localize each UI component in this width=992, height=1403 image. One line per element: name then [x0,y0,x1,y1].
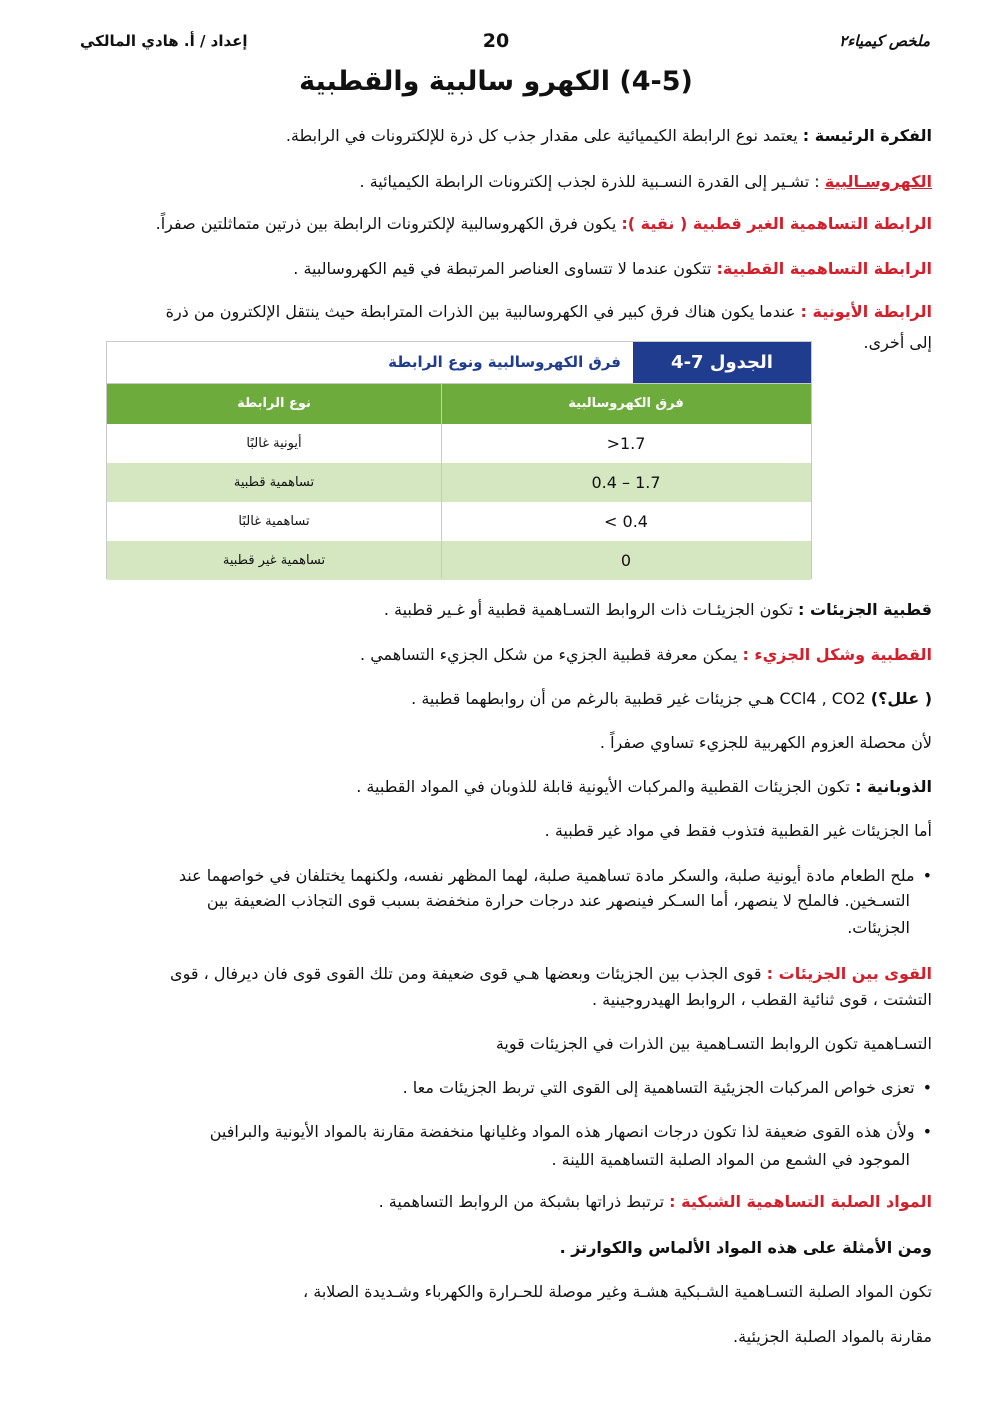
ionic-continuation: إلى أخرى. [863,333,932,352]
weak-forces-line-1: ولأن هذه القوى ضعيفة لذا تكون درجات انصهار هذه المواد وغليانها منخفضة مقارنة بالمواد الأيونية والبرافين [209,1122,915,1141]
table-header-row [107,384,811,424]
properties-bullet [46,1076,932,1100]
polar-covalent-term: الرابطة التساهمية القطبية: [716,259,932,278]
page-number: 20 [482,30,510,52]
table-column-divider [441,384,442,578]
main-idea-term: الفكرة الرئيسة : [802,126,932,145]
electronegativity-text: : تشـير إلى القدرة النسـبية للذرة لجذب إلكترونات الرابطة الكيميائية . [359,172,825,191]
network-solid-text: ترتبط ذراتها بشبكة من الروابط التساهمية . [378,1192,670,1211]
table-cell-diff: 0.4 – 1.7 [591,473,661,492]
polarity-shape-text: يمكن معرفة قطبية الجزيء من شكل الجزيء التساهمي . [360,645,743,664]
intermolecular-text: قوى الجذب بين الجزيئات وبعضها هـي قوى ضعيفة ومن تلك القوى قوى فان ديرفال ، قوى [170,964,767,983]
network-props-paragraph: تكون المواد الصلبة التسـاهمية الشـبكية هشـة وغير موصلة للحـرارة والكهرباء وشـديدة الصلابة ، [303,1282,932,1301]
molecular-polarity-paragraph [46,598,932,622]
weak-forces-bullet [46,1120,932,1144]
page-title: (4-5) الكهرو سالبية والقطبية [299,66,693,97]
nonpolar-dissolve-paragraph: أما الجزيئات غير القطبية فتذوب فقط في مواد غير قطبية . [544,821,932,840]
ionic-text: عندما يكون هناك فرق كبير في الكهروسالبية بين الذرات المترابطة حيث ينتقل الإلكترون من ذرة [165,302,801,321]
table-caption: فرق الكهروسالبية ونوع الرابطة [388,353,621,371]
solubility-term: الذوبانية : [855,777,932,796]
electronegativity-table [106,341,812,579]
table-cell-diff: >1.7 [606,434,646,453]
polarity-shape-paragraph [46,643,932,667]
solubility-paragraph [46,775,932,799]
table-row [107,502,811,541]
molecular-polarity-term: قطبية الجزيئات : [798,600,932,619]
nonpolar-covalent-term: الرابطة التساهمية الغير قطبية ( نقية ): [621,214,932,233]
covalent-strong-paragraph: التسـاهمية تكون الروابط التسـاهمية بين الذرات في الجزيئات قوية [495,1034,932,1053]
main-idea-paragraph [46,124,932,148]
table-cell-type: تساهمية قطبية [233,475,315,490]
intermolecular-term: القوى بين الجزيئات : [766,964,932,983]
table-header-type: نوع الرابطة [237,396,311,411]
table-cell-diff: < 0.4 [604,512,648,531]
network-solid-paragraph [46,1190,932,1214]
why-term: ( علل؟) [870,689,932,708]
electronegativity-term: الكهروسـالبية [824,172,932,191]
table-cell-diff: 0 [620,551,632,570]
why-question [46,687,932,711]
because-answer: لأن محصلة العزوم الكهربية للجزيء تساوي صفراً . [599,733,932,752]
solubility-text: تكون الجزيئات القطبية والمركبات الأيونية قابلة للذوبان في المواد القطبية . [356,777,856,796]
table-row [107,424,811,463]
comparison-paragraph: مقارنة بالمواد الصلبة الجزيئية. [733,1327,932,1346]
molecular-polarity-text: تكون الجزيئـات ذات الروابط التسـاهمية قطبية أو غـير قطبية . [383,600,799,619]
main-idea-text: يعتمد نوع الرابطة الكيميائية على مقدار جذب كل ذرة للإلكترونات في الرابطة. [285,126,803,145]
table-cell-type: تساهمية غير قطبية [222,553,326,568]
intermolecular-continuation: التشتت ، قوى ثنائية القطب ، الروابط الهيدروجينية . [591,990,932,1009]
intermolecular-paragraph [46,962,932,986]
header-author: إعداد / أ. هادي المالكي [80,32,248,50]
polar-covalent-text: تتكون عندما لا تتساوى العناصر المرتبطة في قيم الكهروسالبية . [293,259,717,278]
table-row [107,463,811,502]
nonpolar-covalent-text: يكون فرق الكهروسالبية لإلكترونات الرابطة بين ذرتين متماثلتين صفراً. [155,214,622,233]
salt-sugar-line-3: الجزيئات. [847,918,910,937]
why-text: CCl4 , CO2 هـي جزيئات غير قطبية بالرغم من أن روابطهما قطبية . [411,689,871,708]
weak-forces-line-2: الموجود في الشمع من المواد الصلبة التساهمية اللينة . [551,1150,910,1169]
table-caption-bar [107,342,811,384]
table-cell-type: تساهمية غالبًا [238,514,310,529]
salt-sugar-line-2: التسـخين. فالملح لا ينصهر، أما السـكر فينصهر عند درجات حرارة منخفضة بسبب قوى التجاذب الضعيفة بين [206,891,910,910]
network-solid-term: المواد الصلبة التساهمية الشبكية : [669,1192,932,1211]
ionic-term: الرابطة الأيونية : [800,302,932,321]
header-subject: ملخص كيمياء٢ [839,32,930,50]
table-header-diff: فرق الكهروسالبية [568,396,684,411]
nonpolar-covalent-paragraph [46,212,932,236]
table-cell-type: أيونية غالبًا [246,436,302,451]
table-number: الجدول 7-4 [633,342,811,383]
ionic-paragraph [46,300,932,324]
polar-covalent-paragraph [46,257,932,281]
polarity-shape-term: القطبية وشكل الجزيء : [742,645,932,664]
table-row [107,541,811,580]
properties-text: تعزى خواص المركبات الجزيئية التساهمية إلى القوى التي تربط الجزيئات معا . [402,1078,915,1097]
examples-paragraph: ومن الأمثلة على هذه المواد الألماس والكوارتز . [559,1238,932,1257]
salt-sugar-line-1: ملح الطعام مادة أيونية صلبة، والسكر مادة تساهمية صلبة، لهما المظهر نفسه، ولكنهما يختلفان في خواصهما عند [178,866,915,885]
salt-sugar-bullet [46,864,932,888]
electronegativity-paragraph [46,170,932,194]
